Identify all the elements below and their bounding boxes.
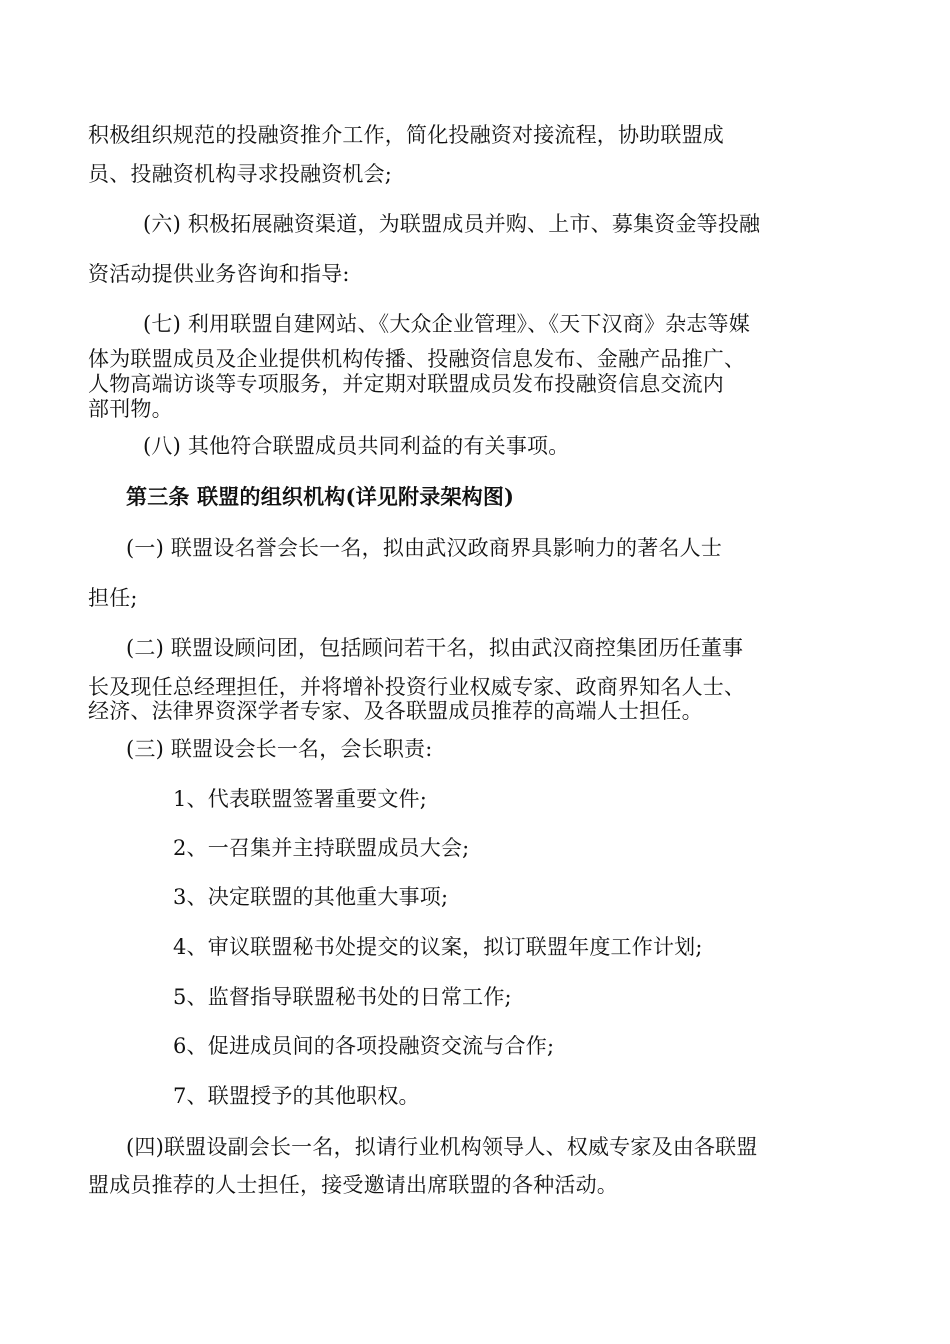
text-line: (一) 联盟设名誉会长一名，拟由武汉政商界具影响力的著名人士	[126, 536, 723, 560]
text-line: 盟成员推荐的人士担任，接受邀请出席联盟的各种活动。	[88, 1173, 618, 1197]
text-line: 部刊物。	[88, 397, 173, 421]
list-item: 5、监督指导联盟秘书处的日常工作;	[173, 985, 512, 1009]
list-item: 6、促进成员间的各项投融资交流与合作;	[173, 1034, 555, 1058]
list-item: 7、联盟授予的其他职权。	[173, 1084, 420, 1108]
text-line: 担任;	[88, 586, 138, 610]
text-line: 员、投融资机构寻求投融资机会;	[88, 162, 393, 186]
list-item: 3、决定联盟的其他重大事项;	[173, 885, 449, 909]
list-item: 2、一召集并主持联盟成员大会;	[173, 836, 470, 860]
text-line: (八) 其他符合联盟成员共同利益的有关事项。	[143, 434, 570, 458]
text-line: 资活动提供业务咨询和指导:	[88, 262, 350, 286]
text-line: 长及现任总经理担任，并将增补投资行业权威专家、政商界知名人士、	[88, 675, 746, 699]
section-heading: 第三条 联盟的组织机构(详见附录架构图)	[126, 484, 515, 509]
list-item: 1、代表联盟签署重要文件;	[173, 787, 428, 811]
text-line: (四)联盟设副会长一名，拟请行业机构领导人、权威专家及由各联盟	[126, 1135, 758, 1159]
text-line: 积极组织规范的投融资推介工作，简化投融资对接流程，协助联盟成	[88, 123, 724, 147]
text-line: (七) 利用联盟自建网站、《大众企业管理》、《天下汉商》杂志等媒	[143, 312, 750, 336]
text-line: 经济、法律界资深学者专家、及各联盟成员推荐的高端人士担任。	[88, 699, 703, 723]
list-item: 4、审议联盟秘书处提交的议案，拟订联盟年度工作计划;	[173, 935, 703, 959]
text-line: 体为联盟成员及企业提供机构传播、投融资信息发布、金融产品推广、	[88, 347, 746, 371]
text-line: 人物高端访谈等专项服务，并定期对联盟成员发布投融资信息交流内	[88, 372, 724, 396]
text-line: (六) 积极拓展融资渠道，为联盟成员并购、上市、募集资金等投融	[143, 212, 761, 236]
text-line: (二) 联盟设顾问团，包括顾问若干名，拟由武汉商控集团历任董事	[126, 636, 744, 660]
text-line: (三) 联盟设会长一名，会长职责:	[126, 737, 433, 761]
